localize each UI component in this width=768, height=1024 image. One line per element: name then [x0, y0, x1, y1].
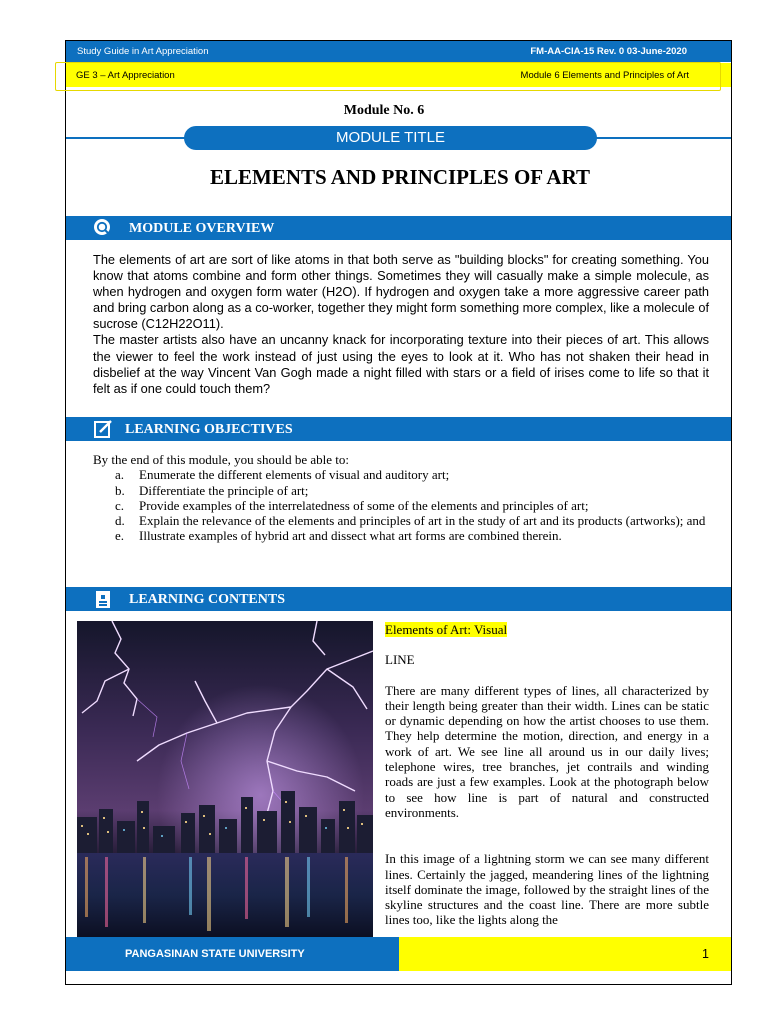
- section-objectives-heading: LEARNING OBJECTIVES: [125, 422, 293, 437]
- subheader-course: GE 3 – Art Appreciation: [76, 70, 175, 81]
- section-contents-heading: LEARNING CONTENTS: [129, 592, 285, 607]
- header-form-code: FM-AA-CIA-15 Rev. 0 03-June-2020: [530, 46, 687, 57]
- content-paragraph: There are many different types of lines, all characterized by their length being greater than their width. Lines can be static or dynamic depending on how the artist chooses to use them. They help determine the motion, direction, and energy in a work of art. We see line all around us in our daily lives; telephone wires, tree branches, jet contrails and winding roads are just a few examples. Look at the photograph below to see how line is part of natural and constructed environments.: [385, 682, 709, 820]
- subheader-module: Module 6 Elements and Principles of Art: [520, 70, 689, 81]
- module-number: Module No. 6: [343, 103, 425, 118]
- section-contents: [66, 587, 731, 611]
- lightning-city-photo: [77, 621, 373, 937]
- objectives-list: [93, 452, 713, 544]
- overview-text: [93, 252, 709, 397]
- module-title-label: MODULE TITLE: [184, 126, 597, 150]
- magnifier-icon: [92, 218, 114, 238]
- header-course: Study Guide in Art Appreciation: [77, 46, 209, 57]
- footer-university: PANGASINAN STATE UNIVERSITY: [66, 937, 399, 971]
- list-item: d. Explain the relevance of the elements and principles of art in the study of art and its products (artworks); and: [115, 513, 706, 529]
- footer-page: [399, 937, 731, 971]
- overview-paragraph: The master artists also have an uncanny knack for incorporating texture into their pieces of art. This allows the viewer to feel the work instead of just using the eyes to look at it. Who has not shaken their head in disbelief at the way Vincent Van Gogh made a night filled with stars or a field of irises come to life so that it felt as if one could touch them?: [93, 332, 709, 396]
- edit-icon: [92, 419, 114, 439]
- section-objectives: [66, 417, 731, 441]
- subheader-outline: [55, 62, 721, 91]
- objectives-intro: By the end of this module, you should be able to:: [93, 452, 349, 467]
- document-icon: [92, 589, 114, 609]
- page-number: 1: [702, 947, 709, 961]
- header-bar: [66, 41, 731, 62]
- section-overview: [66, 216, 731, 240]
- content-paragraph: In this image of a lightning storm we can see many different lines. Certainly the jagged, meandering lines of the lightning itself dominate the image, followed by the straight lines of the skyline structures and the coast line. There are more subtle lines too, like the lights along the: [385, 851, 709, 928]
- content-subheading: Elements of Art: Visual: [385, 622, 508, 637]
- page-title: ELEMENTS AND PRINCIPLES OF ART: [209, 165, 591, 189]
- section-overview-heading: MODULE OVERVIEW: [129, 221, 275, 236]
- list-item: a. Enumerate the different elements of visual and auditory art;: [115, 467, 450, 483]
- learning-contents-text: [385, 622, 709, 928]
- list-item: e. Illustrate examples of hybrid art and dissect what art forms are combined therein.: [115, 528, 562, 544]
- list-item: b. Differentiate the principle of art;: [115, 482, 309, 498]
- overview-paragraph: The elements of art are sort of like atoms in that both serve as "building blocks" for creating something. You know that atoms combine and form other things. Sometimes they will casually make a simple molecule, as when hydrogen and oxygen form water (H2O). If hydrogen and oxygen take a more aggressive career path and bring carbon along as a co-worker, together they might form something more complex, like a molecule of sucrose (C12H22O11).: [93, 252, 709, 332]
- content-topic: LINE: [385, 652, 415, 668]
- list-item: c. Provide examples of the interrelatedness of some of the elements and principles of art;: [115, 497, 589, 513]
